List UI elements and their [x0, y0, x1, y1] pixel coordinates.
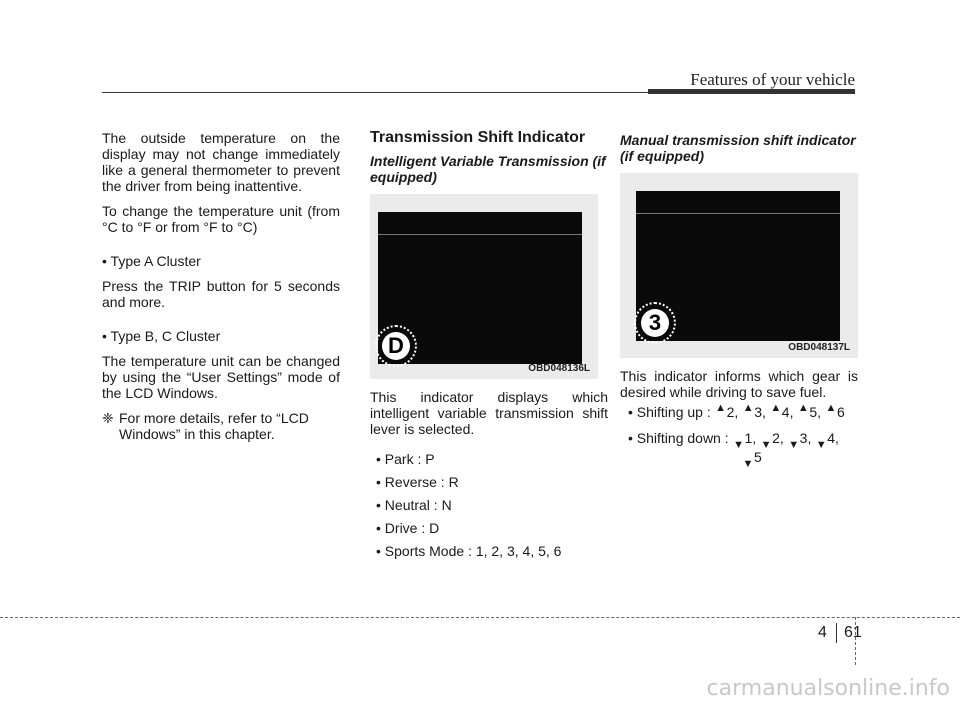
- gear-value: 5,: [809, 404, 822, 420]
- column-middle: [370, 130, 608, 566]
- page-number: 61: [844, 624, 862, 641]
- down-arrow-icon: ▼: [742, 458, 754, 470]
- list-item: • Park : P: [376, 451, 435, 467]
- up-arrow-icon: ▲: [770, 402, 782, 414]
- figure-code: OBD048136L: [528, 363, 590, 374]
- section-heading: Transmission Shift Indicator: [370, 129, 586, 146]
- list-item: • Drive : D: [376, 520, 440, 536]
- mt-paragraph: This indicator informs which gear is desired while driving to save fuel.: [620, 368, 858, 400]
- gear-value: 6: [836, 404, 845, 420]
- note: [102, 410, 340, 442]
- bullet-type-a: • Type A Cluster: [102, 253, 201, 269]
- paragraph-unit-change: To change the temperature unit (from °C to °F or from °F to °C): [102, 203, 340, 235]
- up-arrow-icon: ▲: [742, 402, 754, 414]
- shift-up-label: • Shifting up :: [628, 404, 711, 420]
- list-item: • Neutral : N: [376, 497, 452, 513]
- gear-value: 3,: [799, 430, 812, 446]
- shift-down-line: [620, 428, 858, 450]
- gear-letter: D: [382, 332, 410, 360]
- paragraph-temperature: The outside temperature on the display may not change immediately like a general thermometer to prevent the driver from being inattentive.: [102, 130, 340, 194]
- footer-divider: [836, 623, 837, 643]
- list-item: • Sports Mode : 1, 2, 3, 4, 5, 6: [376, 543, 562, 559]
- down-arrow-icon: ▼: [760, 439, 772, 451]
- up-arrow-icon: ▲: [715, 402, 727, 414]
- figure-code: OBD048137L: [788, 342, 850, 353]
- gear-value: 3,: [754, 404, 766, 420]
- cluster-display: [378, 212, 582, 364]
- ivt-subheading: Intelligent Variable Transmission (if equipped): [370, 153, 606, 185]
- gear-indicator-icon: [634, 302, 676, 344]
- gear-indicator-icon: [375, 325, 417, 367]
- ivt-figure: [370, 194, 598, 379]
- list-item: • Reverse : R: [376, 474, 459, 490]
- gear-value: 5: [754, 449, 762, 465]
- gear-value: 2,: [726, 404, 739, 420]
- chapter-number: 4: [818, 624, 827, 641]
- note-mark-icon: ❈: [102, 410, 114, 426]
- gear-value: 4,: [827, 430, 839, 446]
- shift-down-label: • Shifting down :: [628, 430, 729, 446]
- gear-number: 3: [641, 309, 669, 337]
- gear-value: 1,: [744, 430, 757, 446]
- header-title: Features of your vehicle: [690, 70, 855, 89]
- column-left: [102, 130, 340, 442]
- display-divider: [636, 213, 840, 214]
- header-rule: [102, 92, 855, 93]
- note-text: For more details, refer to “LCD Windows” in this chapter.: [119, 410, 309, 442]
- paragraph-trip-button: Press the TRIP button for 5 seconds and more.: [102, 278, 340, 310]
- mt-subheading: Manual transmission shift indicator (if equipped): [620, 132, 856, 164]
- down-arrow-icon: ▼: [733, 439, 744, 451]
- footer-dashed-rule: [0, 617, 960, 618]
- gear-value: 2,: [772, 430, 784, 446]
- display-divider: [378, 234, 582, 235]
- shift-up-line: [620, 402, 858, 424]
- gear-list: [370, 451, 608, 559]
- bullet-type-bc: • Type B, C Cluster: [102, 328, 221, 344]
- gear-value: 4,: [781, 404, 794, 420]
- cluster-display: [636, 191, 840, 341]
- up-arrow-icon: ▲: [825, 402, 837, 414]
- ivt-paragraph: This indicator displays which intelligent variable transmission shift lever is selected.: [370, 389, 608, 437]
- paragraph-user-settings: The temperature unit can be changed by using the “User Settings” mode of the LCD Windows.: [102, 353, 340, 401]
- down-arrow-icon: ▼: [815, 439, 827, 451]
- column-right: [620, 130, 858, 469]
- watermark: carmanualsonline.info: [706, 676, 950, 701]
- down-arrow-icon: ▼: [788, 439, 800, 451]
- mt-figure: [620, 173, 858, 358]
- up-arrow-icon: ▲: [797, 402, 809, 414]
